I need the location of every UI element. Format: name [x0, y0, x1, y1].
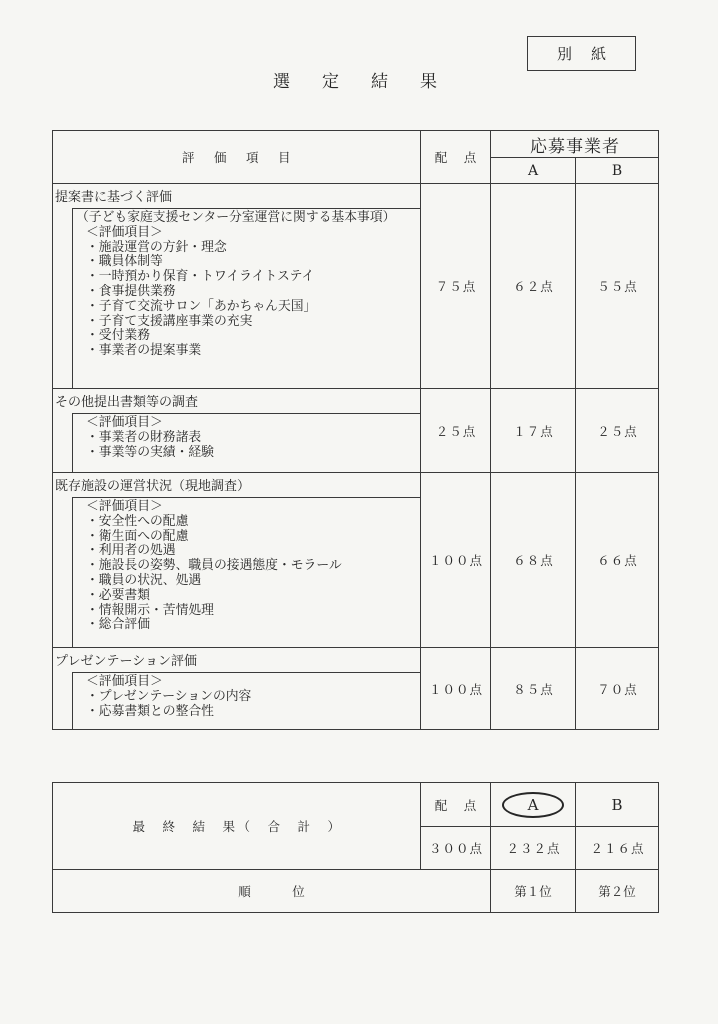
- section-score-a: １７点: [491, 389, 576, 473]
- header-evaluation-item: 評 価 項 目: [53, 131, 421, 184]
- attachment-label: 別 紙: [527, 36, 636, 71]
- section-points: １００点: [421, 648, 491, 730]
- criteria-item: ・一時預かり保育・トワイライトステイ: [86, 269, 315, 285]
- final-applicant-a: [491, 783, 576, 827]
- section-points: ７５点: [421, 184, 491, 389]
- criteria-item: ・必要書類: [86, 587, 150, 603]
- section-score-a: ８５点: [491, 648, 576, 730]
- section-other-documents: [53, 389, 421, 473]
- final-result-label: 最 終 結 果（ 合 計 ）: [53, 783, 421, 870]
- section-subheading: （子ども家庭支援センター分室運営に関する基本事項）: [76, 210, 396, 225]
- section-score-b: ２５点: [576, 389, 659, 473]
- final-applicant-a-label: A: [527, 795, 539, 814]
- section-score-b: ５５点: [576, 184, 659, 389]
- section-points: ２５点: [421, 389, 491, 473]
- criteria-item: ・施設長の姿勢、職員の接遇態度・モラール: [86, 558, 342, 574]
- criteria-box: [72, 497, 420, 647]
- criteria-item: ・食事提供業務: [86, 283, 176, 299]
- criteria-label: ＜評価項目＞: [86, 415, 163, 430]
- criteria-box: [72, 413, 420, 472]
- rank-b: 第２位: [576, 870, 659, 913]
- rank-a: 第１位: [491, 870, 576, 913]
- section-heading: その他提出書類等の調査: [55, 395, 199, 410]
- section-score-a: ６２点: [491, 184, 576, 389]
- criteria-item: ・プレゼンテーションの内容: [86, 688, 252, 704]
- criteria-item: ・職員の状況、処遇: [86, 572, 202, 588]
- criteria-item: ・子育て交流サロン「あかちゃん天国」: [86, 298, 317, 314]
- criteria-item: ・職員体制等: [86, 254, 163, 270]
- criteria-item: ・施設運営の方針・理念: [86, 239, 227, 255]
- header-applicant-b: B: [576, 158, 659, 184]
- page-title: 選 定 結 果: [273, 72, 445, 92]
- criteria-item: ・総合評価: [86, 617, 150, 633]
- final-total-a: ２３２点: [491, 827, 576, 870]
- criteria-item: ・受付業務: [86, 328, 150, 344]
- section-proposal: [53, 184, 421, 389]
- section-heading: プレゼンテーション評価: [55, 654, 197, 669]
- criteria-label: ＜評価項目＞: [86, 499, 163, 514]
- section-score-b: ７０点: [576, 648, 659, 730]
- evaluation-table: [52, 130, 659, 730]
- criteria-label: ＜評価項目＞: [86, 224, 163, 240]
- criteria-label: ＜評価項目＞: [86, 674, 163, 689]
- section-presentation: [53, 648, 421, 730]
- final-points-header: 配 点: [421, 783, 491, 827]
- rank-label: 順 位: [53, 870, 491, 913]
- final-applicant-b: B: [576, 783, 659, 827]
- criteria-item: ・事業者の提案事業: [86, 343, 202, 359]
- section-score-a: ６８点: [491, 473, 576, 648]
- criteria-item: ・安全性への配慮: [86, 513, 189, 529]
- section-points: １００点: [421, 473, 491, 648]
- criteria-item: ・応募書類との整合性: [86, 703, 214, 719]
- header-points: 配 点: [421, 131, 491, 184]
- section-site-inspection: [53, 473, 421, 648]
- final-result-table: [52, 782, 659, 913]
- criteria-item: ・情報開示・苦情処理: [86, 602, 214, 618]
- section-score-b: ６６点: [576, 473, 659, 648]
- header-applicant-a: A: [491, 158, 576, 184]
- criteria-item: ・子育て支援講座事業の充実: [86, 313, 253, 329]
- circle-mark: [502, 792, 564, 818]
- final-total-b: ２１６点: [576, 827, 659, 870]
- header-applicants: 応募事業者: [491, 131, 659, 158]
- section-heading: 提案書に基づく評価: [55, 190, 173, 205]
- section-heading: 既存施設の運営状況（現地調査）: [55, 479, 251, 494]
- criteria-item: ・事業等の実績・経験: [86, 444, 214, 460]
- criteria-box: [72, 672, 420, 729]
- criteria-item: ・衛生面への配慮: [86, 528, 189, 544]
- criteria-item: ・利用者の処遇: [86, 543, 176, 559]
- final-total-points: ３００点: [421, 827, 491, 870]
- criteria-box: [72, 208, 420, 388]
- criteria-item: ・事業者の財務諸表: [86, 429, 202, 445]
